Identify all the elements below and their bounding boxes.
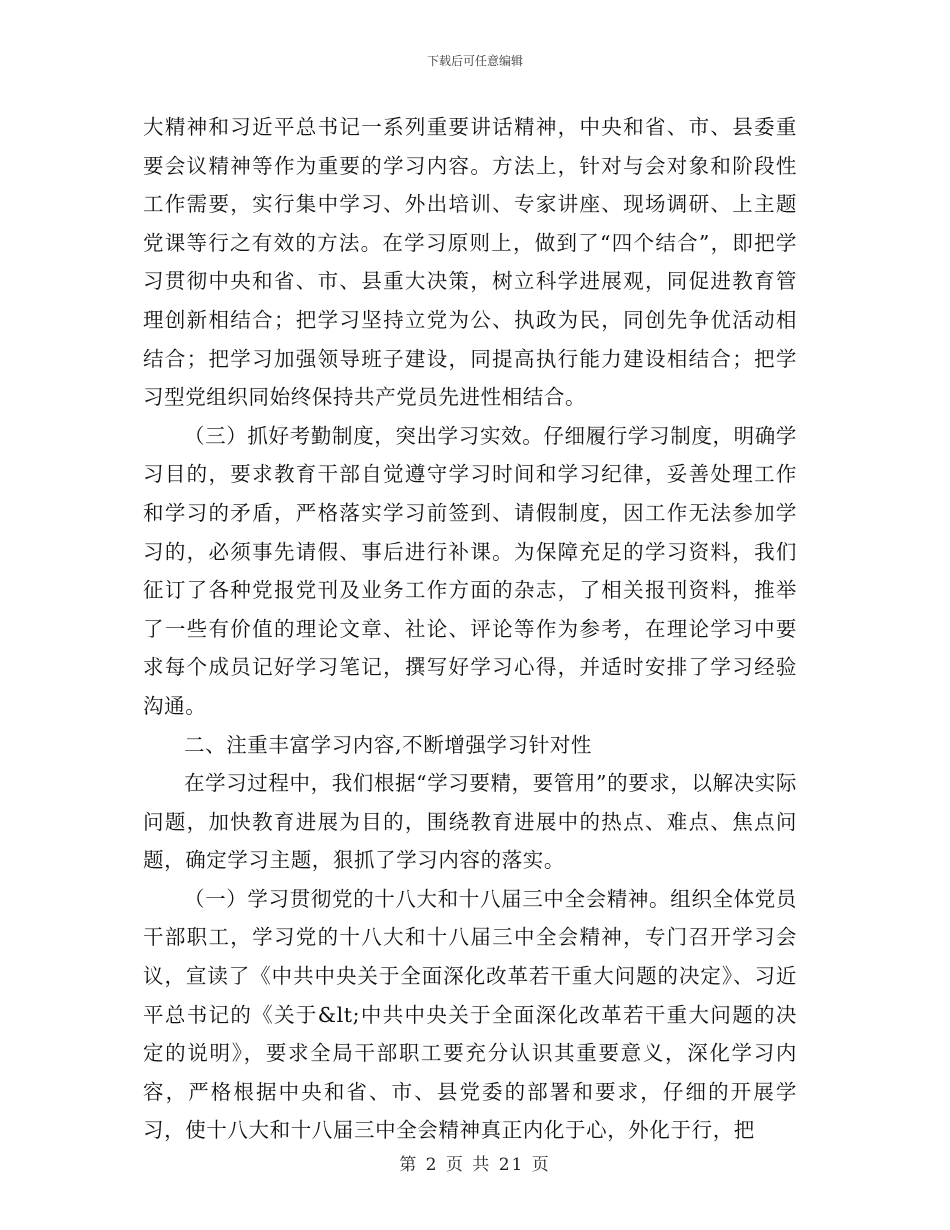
document-body (143, 108, 797, 1150)
page-number-footer: 第 2 页 共 21 页 (399, 1155, 551, 1175)
paragraph-4: （一）学习贯彻党的十八大和十八届三中全会精神。组织全体党员干部职工，学习党的十八大和十八届三中全会精神，专门召开学习会议，宣读了《中共中央关于全面深化改革若干重大问题的决定》、习近平总书记的《关于&lt;中共中央关于全面深化改革若干重大问题的决定的说明》，要求全局干部职工要充分认识其重要意义，深化学习内容，严格根据中央和省、市、县党委的部署和要求，仔细的开展学习，使十八大和十八届三中全会精神真正内化于心，外化于行，把 (143, 886, 797, 1143)
paragraph-1: 大精神和习近平总书记一系列重要讲话精神，中央和省、市、县委重要会议精神等作为重要的学习内容。方法上，针对与会对象和阶段性工作需要，实行集中学习、外出培训、专家讲座、现场调研、上主题党课等行之有效的方法。在学习原则上，做到了“四个结合”，即把学习贯彻中央和省、市、县重大决策，树立科学进展观，同促进教育管理创新相结合；把学习坚持立党为公、执政为民，同创先争优活动相结合；把学习加强领导班子建设，同提高执行能力建设相结合；把学习型党组织同始终保持共产党员先进性相结合。 (143, 115, 797, 410)
paragraph-3: 在学习过程中，我们根据“学习要精，要管用”的要求，以解决实际问题，加快教育进展为目的，围绕教育进展中的热点、难点、焦点问题，确定学习主题，狠抓了学习内容的落实。 (143, 771, 797, 873)
page-header: 下载后可任意编辑 (426, 54, 523, 68)
section-heading: 二、注重丰富学习内容,不断增强学习针对性 (184, 732, 593, 757)
paragraph-2: （三）抓好考勤制度，突出学习实效。仔细履行学习制度，明确学习目的，要求教育干部自觉遵守学习时间和学习纪律，妥善处理工作和学习的矛盾，严格落实学习前签到、请假制度，因工作无法参加学习的，必须事先请假、事后进行补课。为保障充足的学习资料，我们征订了各种党报党刊及业务工作方面的杂志，了相关报刊资料，推举了一些有价值的理论文章、社论、评论等作为参考，在理论学习中要求每个成员记好学习笔记，撰写好学习心得，并适时安排了学习经验沟通。 (143, 423, 797, 718)
